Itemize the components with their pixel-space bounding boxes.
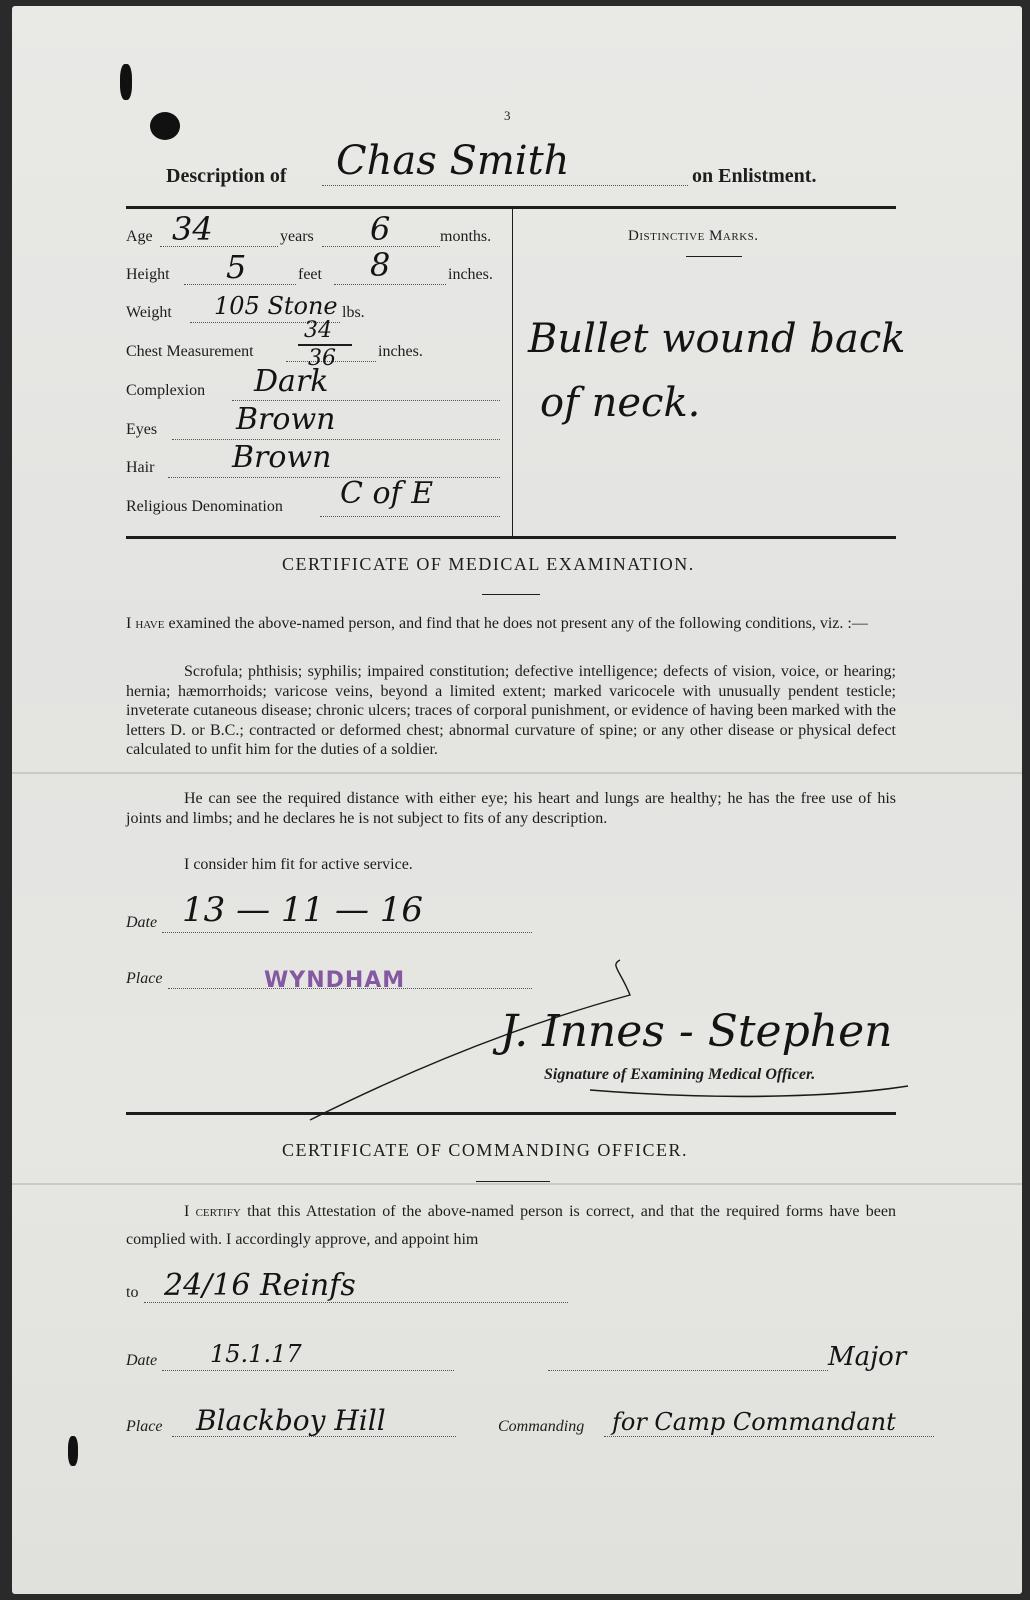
medical-date-line: [162, 932, 532, 933]
column-divider: [512, 209, 513, 537]
eyes-line: [172, 439, 500, 440]
weight-label: Weight: [126, 304, 172, 321]
religion-label: Religious Denomination: [126, 498, 283, 515]
medical-heading-underline: [482, 594, 540, 595]
lbs-label: lbs.: [342, 304, 365, 321]
height-label: Height: [126, 266, 170, 283]
age-months-value: 6: [370, 210, 391, 248]
top-rule: [126, 206, 896, 209]
medical-heading: CERTIFICATE OF MEDICAL EXAMINATION.: [282, 554, 695, 574]
soldier-name: Chas Smith: [336, 138, 570, 184]
commanding-to-value: 24/16 Reinfs: [164, 1268, 356, 1303]
page-number: 3: [504, 108, 511, 123]
signature-caption: Signature of Examining Medical Officer.: [544, 1066, 816, 1083]
medical-intro-text: examined the above-named person, and find that he does not present any of the following conditions, viz. :—: [168, 615, 868, 632]
commanding-to-label: to: [126, 1284, 139, 1301]
medical-intro-lead: I have: [126, 615, 165, 632]
medical-place-label: Place: [126, 970, 163, 987]
height-feet-value: 5: [226, 248, 247, 286]
medical-date-label: Date: [126, 914, 158, 931]
paper-fold: [12, 1183, 1022, 1185]
section-rule: [126, 1112, 896, 1115]
age-years-value: 34: [172, 210, 213, 248]
months-label: months.: [440, 228, 492, 245]
commanding-cert-text: that this Attestation of the above-named person is correct, and that the required forms have been complied with. I accordingly approve, and appoint him: [126, 1203, 897, 1248]
bottom-rule: [126, 536, 896, 539]
signature-underline-stroke: [590, 1086, 908, 1096]
commanding-heading: CERTIFICATE OF COMMANDING OFFICER.: [282, 1140, 688, 1160]
religion-line: [320, 516, 500, 517]
eyes-label: Eyes: [126, 421, 158, 438]
medical-intro: [126, 614, 896, 634]
complexion-label: Complexion: [126, 382, 206, 399]
height-inches-line: [334, 284, 446, 285]
paper-fold: [12, 772, 1022, 774]
wyndham-stamp: WYNDHAM: [264, 968, 406, 993]
complexion-line: [232, 400, 500, 401]
religion-value: C of E: [340, 476, 434, 511]
years-label: years: [280, 228, 314, 245]
commanding-heading-underline: [476, 1181, 550, 1182]
medical-date-value: 13 — 11 — 16: [182, 890, 424, 930]
age-label: Age: [126, 228, 153, 245]
distinctive-marks-heading: Distinctive Marks.: [628, 228, 759, 244]
weight-value: 105 Stone: [214, 292, 338, 320]
chest-label: Chest Measurement: [126, 343, 254, 360]
distinctive-marks-line1: Bullet wound back: [528, 316, 906, 362]
ink-blot: [68, 1436, 78, 1466]
commanding-officer-signature: for Camp Commandant: [612, 1408, 896, 1436]
ink-blot: [120, 64, 132, 100]
commanding-certification: [126, 1198, 896, 1254]
commanding-officer-line: [604, 1436, 934, 1437]
hair-value: Brown: [232, 440, 332, 475]
commanding-rank-value: Major: [828, 1342, 907, 1372]
medical-statement: He can see the required distance with either eye; his heart and lungs are healthy; he has the free use of his joints and limbs; and he declares he is not subject to fits of any description.: [126, 790, 896, 827]
commanding-date-label: Date: [126, 1352, 158, 1369]
medical-fitness: I consider him fit for active service.: [184, 856, 413, 873]
title-dotted-line: [322, 185, 688, 186]
distinctive-marks-line2: of neck.: [540, 380, 701, 426]
chest-inches-label: inches.: [378, 343, 423, 360]
hair-label: Hair: [126, 459, 155, 476]
commanding-label: Commanding: [498, 1418, 585, 1435]
medical-officer-signature: J. Innes - Stephen: [500, 1006, 893, 1057]
title-prefix: Description of: [166, 165, 287, 187]
inches-label: inches.: [448, 266, 493, 283]
chest-max-value: 36: [308, 346, 336, 371]
feet-label: feet: [298, 266, 322, 283]
commanding-rank-line: [548, 1370, 828, 1371]
punch-hole: [150, 112, 180, 140]
complexion-value: Dark: [254, 364, 329, 399]
commanding-cert-lead: I certify: [184, 1203, 241, 1220]
commanding-date-value: 15.1.17: [210, 1340, 302, 1368]
commanding-date-line: [162, 1370, 454, 1371]
distinctive-marks-underline: [686, 256, 742, 257]
title-suffix: on Enlistment.: [692, 165, 817, 187]
chest-min-value: 34: [304, 318, 332, 343]
medical-conditions: Scrofula; phthisis; syphilis; impaired constitution; defective intelligence; defects of vision, voice, or hearing; hernia; hæmorrhoids; varicose veins, beyond a limited extent; marked varicocele with unusually pendent testicle; inveterate cutaneous disease; chronic ulcers; traces of corporal punishment, or evidence of having been marked with the letters D. or B.C.; contracted or deformed chest; abnormal curvature of spine; or any other disease or physical defect calculated to unfit him for the duties of a soldier.: [126, 663, 896, 758]
height-inches-value: 8: [370, 246, 391, 284]
commanding-place-value: Blackboy Hill: [196, 1404, 386, 1437]
commanding-place-label: Place: [126, 1418, 163, 1435]
hair-line: [168, 477, 500, 478]
eyes-value: Brown: [236, 402, 336, 437]
